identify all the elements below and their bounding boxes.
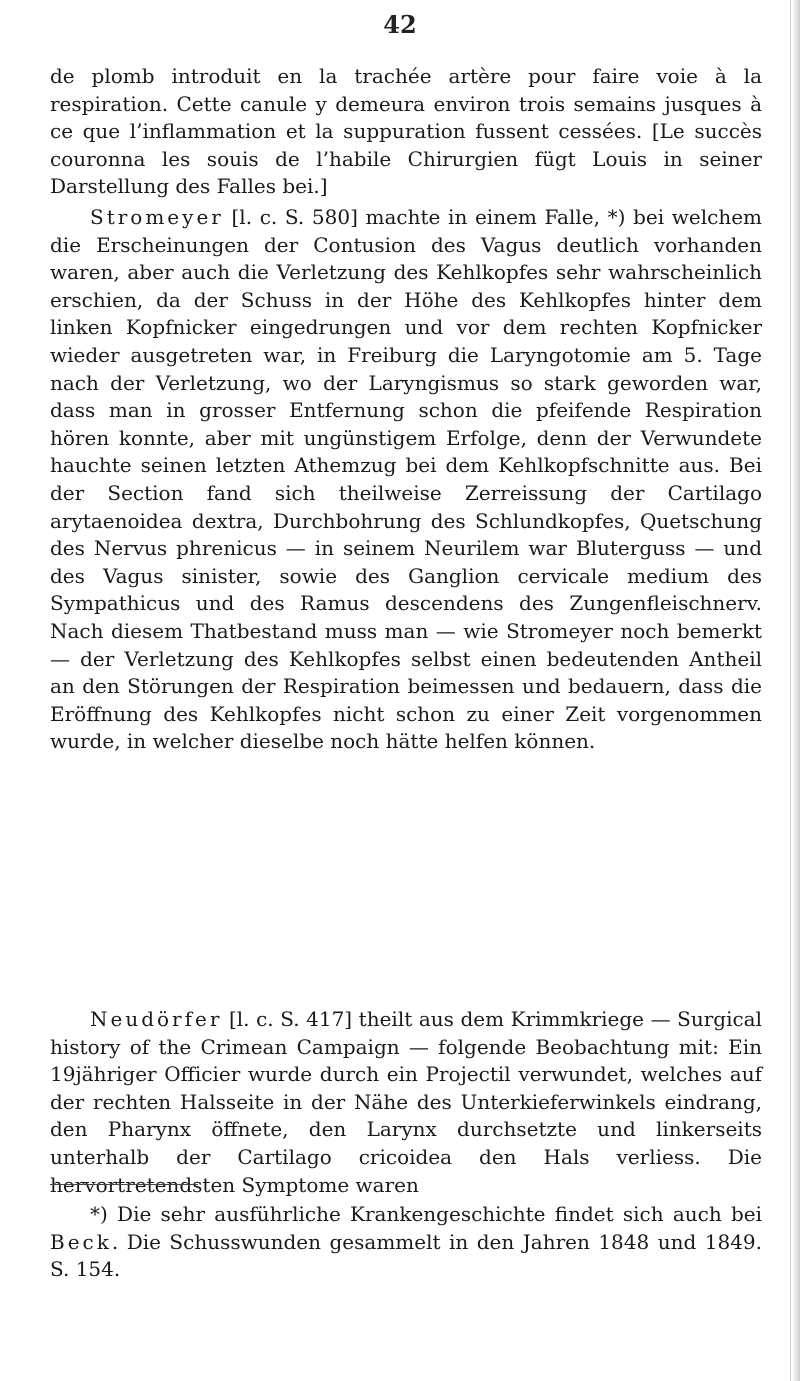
paragraph-2-body: [l. c. S. 580] machte in einem Falle, *) bei welchem die Erscheinungen der Contusion des Vagus deutlich vorhanden waren, aber auch die Verletzung des Kehlkopfes sehr wahrscheinlich erschien, da der Schuss in der Höhe des Kehlkopfes hinter dem linken Kopfnicker eingedrungen und vor dem rechten Kopfnicker wieder ausgetreten war, in Freiburg die Laryngotomie am 5. Tage nach der Verletzung, wo der Laryngismus so stark geworden war, dass man in grosser Entfernung schon die pfeifende Respiration hören konnte, aber mit ungünstigem Erfolge, denn der Verwundete hauchte seinen letzten Athemzug bei dem Kehlkopfschnitte aus. Bei der Section fand sich theilweise Zerreissung der Cartilago arytaenoidea dextra, Durchbohrung des Schlundkopfes, Quetschung des Nervus phrenicus — in seinem Neurilem war Bluterguss — und des Vagus sinister, sowie des Ganglion cervicale medium des Sympathicus und des Ramus descendens des Zungenfleischnerv. Nach diesem Thatbestand muss man — wie Stromeyer noch bemerkt — der Verletzung des Kehlkopfes selbst einen bedeutenden Antheil an den Störungen der Respiration beimessen und bedauern, dass die Eröffnung des Kehlkopfes nicht schon zu einer Zeit vorgenommen wurde, in welcher dieselbe noch hätte helfen können. (50, 205, 762, 754)
author-name-neudorfer: Neudörfer (90, 1007, 223, 1031)
paragraph-1-text: de plomb introduit en la trachée artère pour faire voie à la respiration. Cette canule y demeura environ trois semains jusques à ce que l’inflammation et la suppuration fussent cessées. [Le succès couronna les souis de l’habile Chirurgien fügt Louis in seiner Darstellung des Falles bei.] (50, 64, 762, 199)
author-name-stromeyer: Stromeyer (90, 205, 224, 229)
footnote-divider (50, 1184, 198, 1185)
paragraph-3-text (50, 1006, 762, 1199)
paragraph-3 (50, 1006, 762, 1199)
footnote-tail: . Die Schusswunden gesammelt in den Jahren 1848 und 1849. S. 154. (50, 1229, 762, 1282)
page-edge-shadow (792, 0, 800, 1381)
paragraph-3-body: [l. c. S. 417] theilt aus dem Krimmkriege — Surgical history of the Crimean Campaign — folgende Beobachtung mit: Ein 19jähriger Officier wurde durch ein Projectil verwundet, welches auf der rechten Halsseite in der Nähe des Unterkieferwinkels eindrang, den Pharynx öffnete, den Larynx durchsetzte und linkerseits unterhalb der Cartilago cricoidea den Hals verliess. Die hervortretendsten Symptome waren (50, 1007, 762, 1197)
page-edge-line (790, 0, 791, 1381)
author-name-beck: Beck (50, 1229, 112, 1254)
paragraph-2-text (50, 204, 762, 756)
footnote-text (50, 1201, 762, 1284)
footnote-lead: *) Die sehr ausführliche Krankengeschichte findet sich auch bei (90, 1202, 762, 1226)
page-number: 42 (383, 10, 417, 39)
paragraph-1 (50, 63, 762, 201)
footnote (50, 1201, 762, 1284)
paragraph-2 (50, 204, 762, 756)
